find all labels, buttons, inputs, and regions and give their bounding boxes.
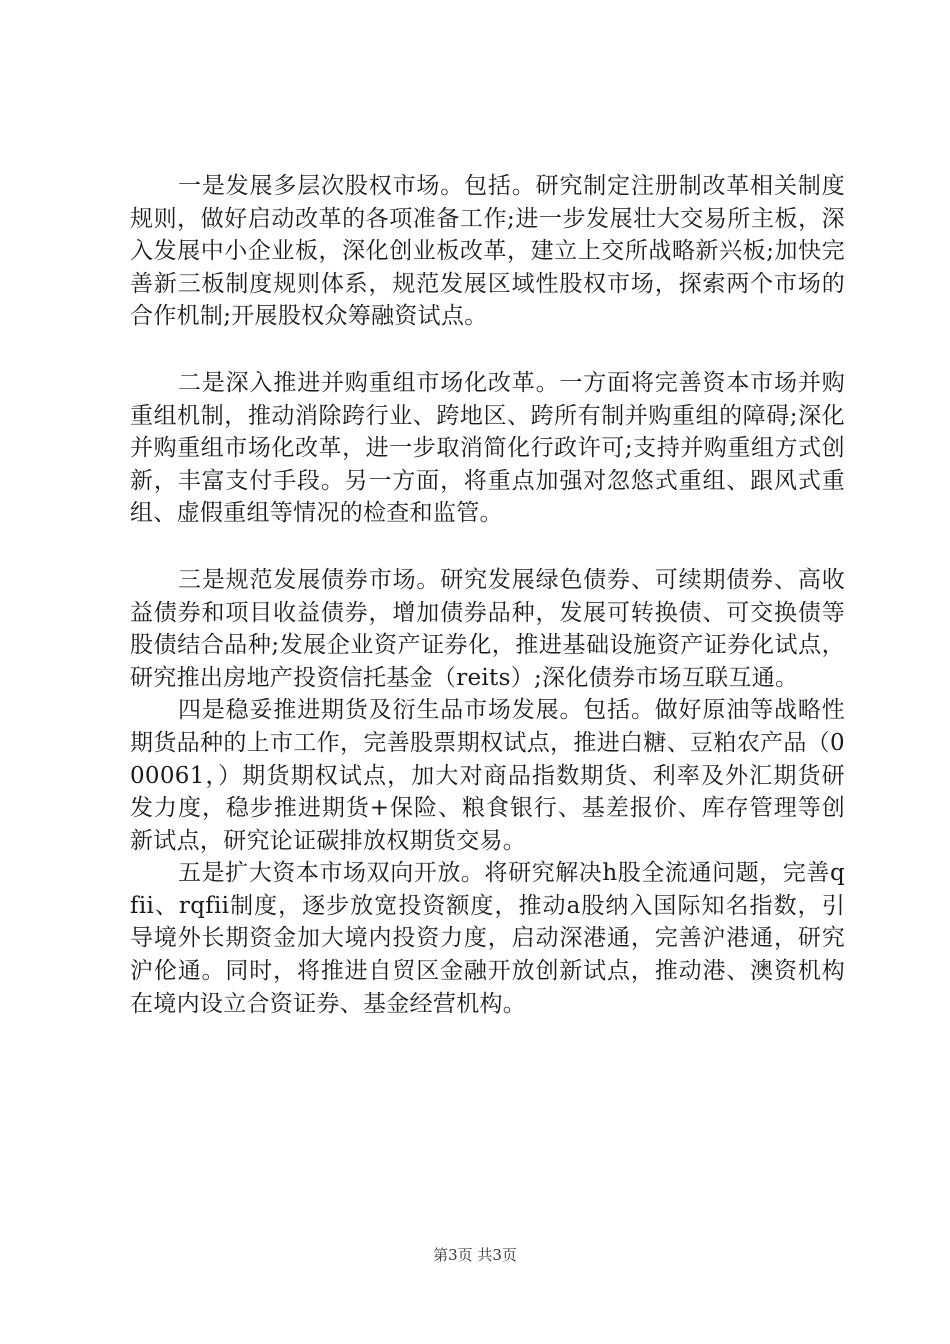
page-number-footer: 第3页 共3页: [433, 1246, 517, 1264]
paragraph-4: 四是稳妥推进期货及衍生品市场发展。包括。做好原油等战略性期货品种的上市工作，完善股票期权试点，推进白糖、豆粕农产品（000061，）期货期权试点，加大对商品指数期货、利率及外汇期货研发力度，稳步推进期货+保险、粮食银行、基差报价、库存管理等创新试点，研究论证碳排放权期货交易。: [130, 697, 845, 854]
document-body: [130, 170, 845, 1020]
paragraph-5: 五是扩大资本市场双向开放。将研究解决h股全流通问题，完善qfii、rqfii制度，逐步放宽投资额度，推动a股纳入国际知名指数，引导境外长期资金加大境内投资力度，启动深港通，完善沪港通，研究沪伦通。同时，将推进自贸区金融开放创新试点，推动港、澳资机构在境内设立合资证券、基金经营机构。: [130, 860, 845, 1017]
paragraph-1: 一是发展多层次股权市场。包括。研究制定注册制改革相关制度规则，做好启动改革的各项准备工作;进一步发展壮大交易所主板，深入发展中小企业板，深化创业板改革，建立上交所战略新兴板;加快完善新三板制度规则体系，规范发展区域性股权市场，探索两个市场的合作机制;开展股权众筹融资试点。: [130, 173, 845, 330]
paragraph-3: 三是规范发展债券市场。研究发展绿色债券、可续期债券、高收益债券和项目收益债券，增加债券品种，发展可转换债、可交换债等股债结合品种;发展企业资产证券化，推进基础设施资产证券化试点，研究推出房地产投资信托基金（reits）;深化债券市场互联互通。: [130, 566, 845, 691]
paragraph-2: 二是深入推进并购重组市场化改革。一方面将完善资本市场并购重组机制，推动消除跨行业、跨地区、跨所有制并购重组的障碍;深化并购重组市场化改革，进一步取消简化行政许可;支持并购重组方式创新，丰富支付手段。另一方面，将重点加强对忽悠式重组、跟风式重组、虚假重组等情况的检查和监管。: [130, 369, 845, 527]
